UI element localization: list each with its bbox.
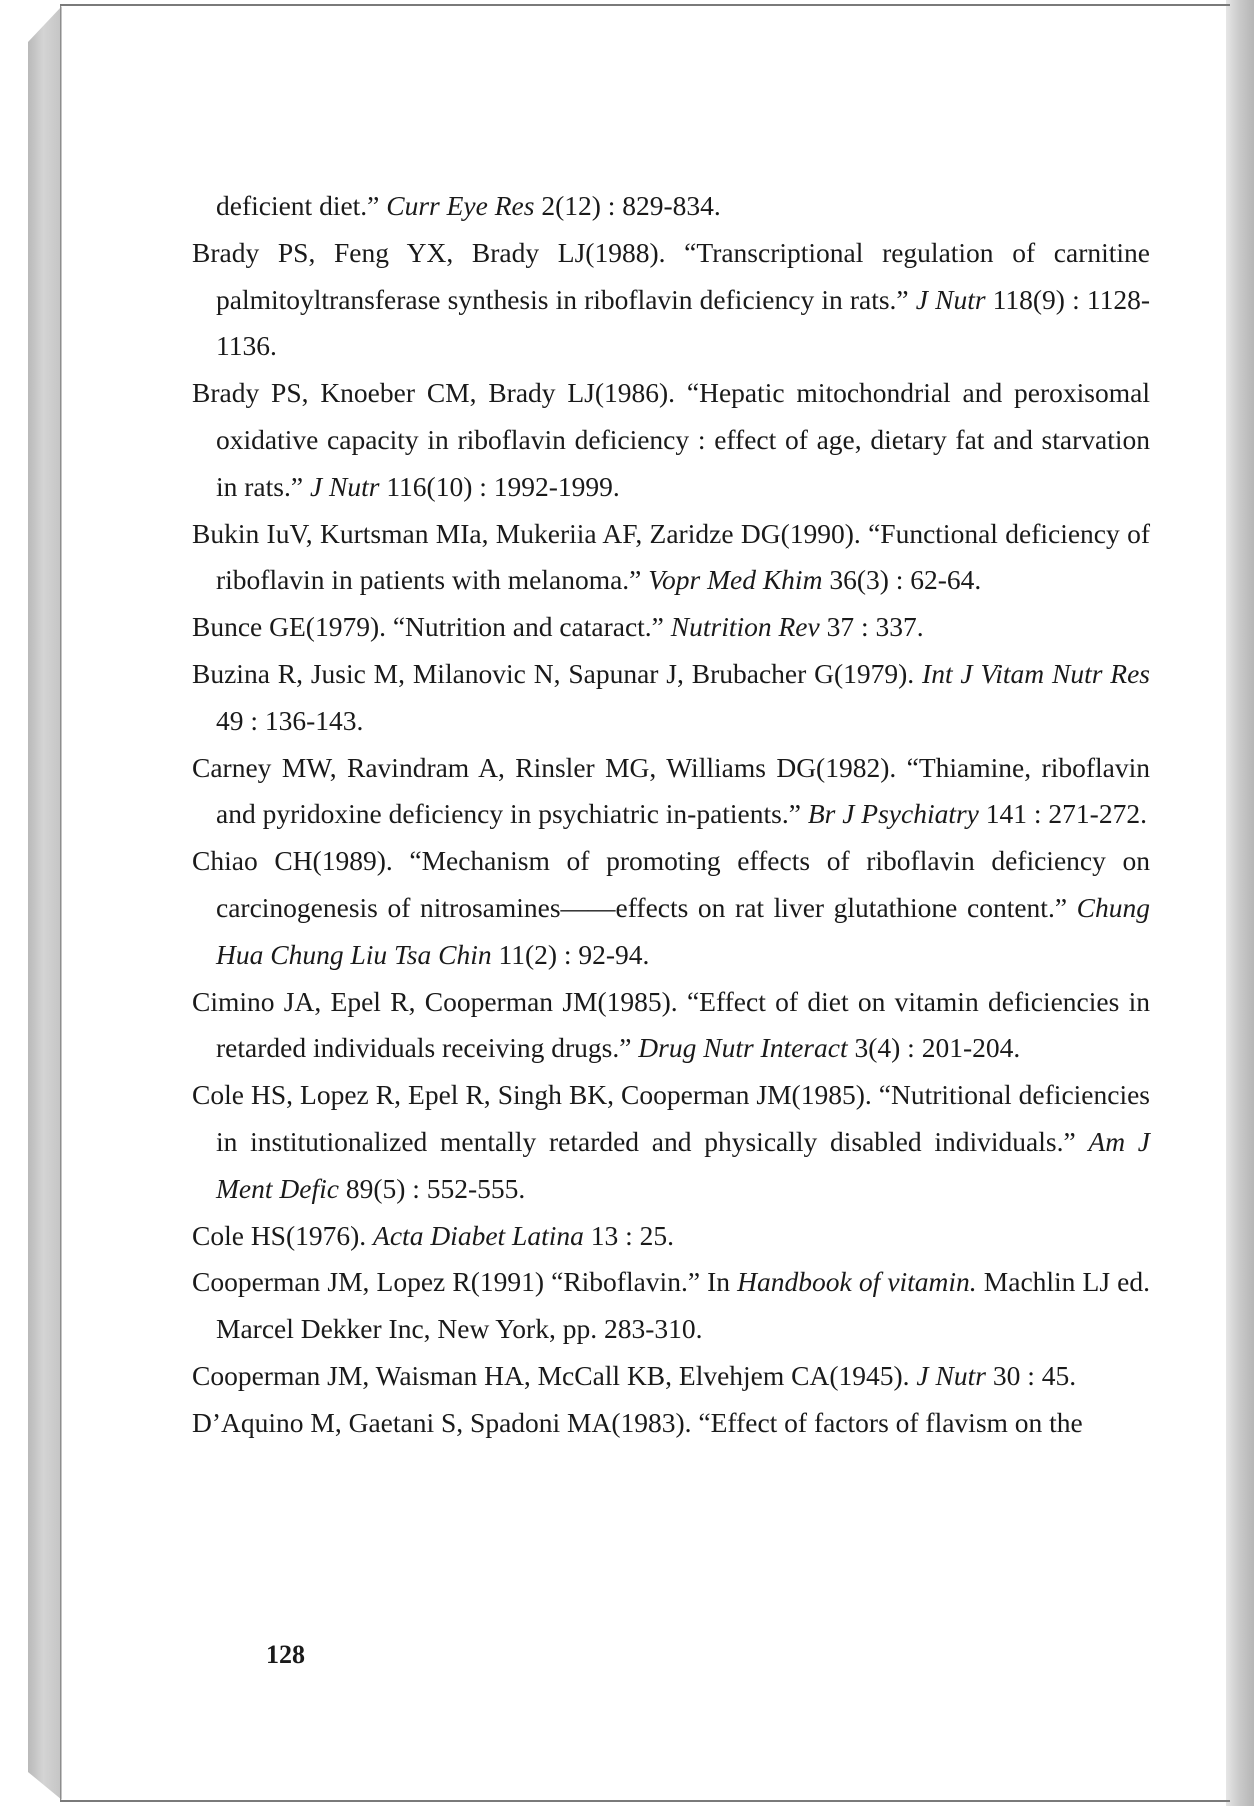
reference-entry: Bukin IuV, Kurtsman MIa, Mukeriia AF, Zaridze DG(1990). “Functional deficiency of riboflavin in patients with melanoma.” Vopr Med Khim 36(3) : 62-64. [192,517,1150,596]
reference-entry: deficient diet.” Curr Eye Res 2(12) : 829-834. [216,190,721,221]
reference-entry: Cimino JA, Epel R, Cooperman JM(1985). “Effect of diet on vitamin deficiencies in retarded individuals receiving drugs.” Drug Nutr Interact 3(4) : 201-204. [192,985,1150,1064]
reference-list [192,183,1150,1447]
reference-entry: Cooperman JM, Lopez R(1991) “Riboflavin.” In Handbook of vitamin. Machlin LJ ed. Marcel Dekker Inc, New York, pp. 283-310. [192,1266,1150,1345]
reference-entry: Bunce GE(1979). “Nutrition and cataract.” Nutrition Rev 37 : 337. [192,611,924,643]
spine-edge-line [60,6,61,1800]
reference-entry: Cooperman JM, Waisman HA, McCall KB, Elvehjem CA(1945). J Nutr 30 : 45. [192,1359,1077,1391]
page-number: 128 [266,1640,305,1669]
reference-entry: Brady PS, Feng YX, Brady LJ(1988). “Transcriptional regulation of carnitine palmitoyltransferase synthesis in riboflavin deficiency in rats.” J Nutr 118(9) : 1128-1136. [192,236,1151,362]
reference-entry: Buzina R, Jusic M, Milanovic N, Sapunar J, Brubacher G(1979). Int J Vitam Nutr Res 49 : 136-143. [192,657,1150,736]
book-spine [28,6,62,1800]
reference-entry: D’Aquino M, Gaetani S, Spadoni MA(1983). “Effect of factors of flavism on the [192,1406,1083,1438]
reference-entry: Cole HS, Lopez R, Epel R, Singh BK, Cooperman JM(1985). “Nutritional deficiencies in institutionalized mentally retarded and physically disabled individuals.” Am J Ment Defic 89(5) : 552-555. [192,1079,1150,1204]
reference-entry: Cole HS(1976). Acta Diabet Latina 13 : 25. [192,1219,675,1251]
page-edge-shadow [1226,0,1254,1806]
page-bottom-border [60,1800,1230,1802]
reference-entry: Carney MW, Ravindram A, Rinsler MG, Williams DG(1982). “Thiamine, riboflavin and pyridoxine deficiency in psychiatric in-patients.” Br J Psychiatry 141 : 271-272. [192,751,1150,830]
reference-entry: Brady PS, Knoeber CM, Brady LJ(1986). “Hepatic mitochondrial and peroxisomal oxidative capacity in riboflavin deficiency : effect of age, dietary fat and starvation in rats.” J Nutr 116(10) : 1992-1999. [192,377,1150,502]
reference-entry: Chiao CH(1989). “Mechanism of promoting effects of riboflavin deficiency on carcinogenesis of nitrosamines——effects on rat liver glutathione content.” Chung Hua Chung Liu Tsa Chin 11(2) : 92-94. [192,845,1150,970]
